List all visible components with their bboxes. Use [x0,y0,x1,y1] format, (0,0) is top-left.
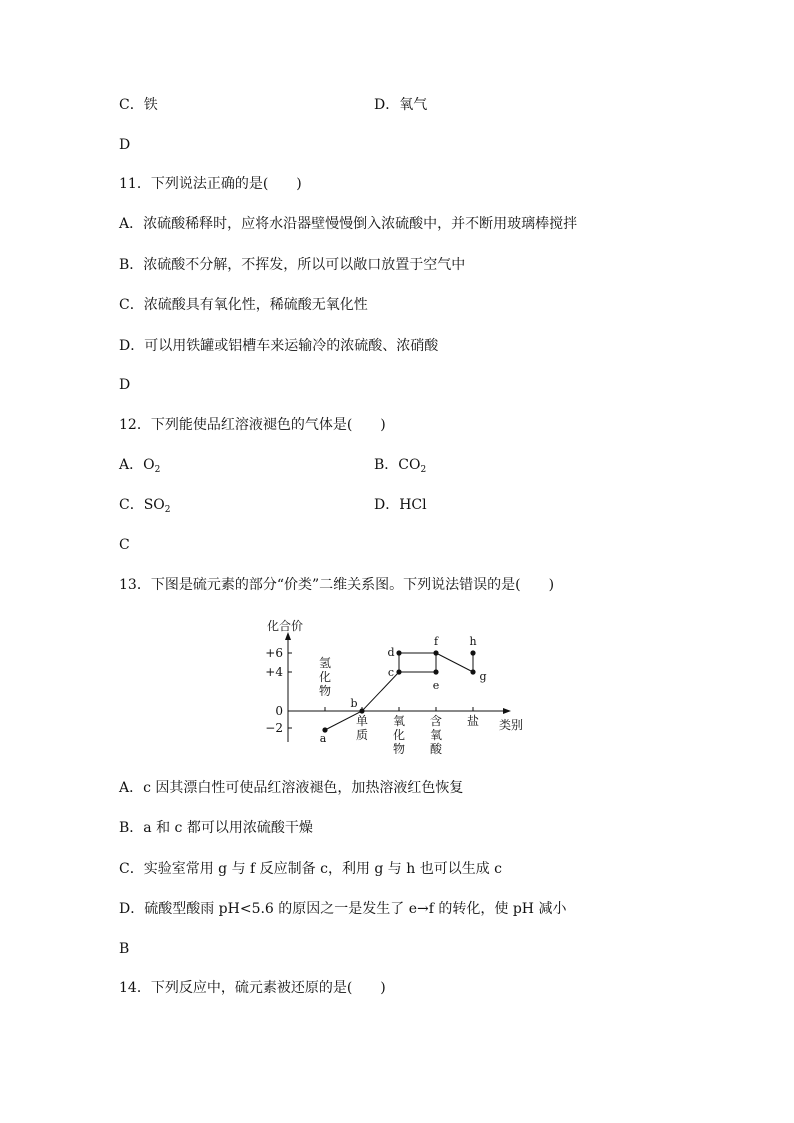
q12-answer: C [119,537,130,553]
q11-option-b: B．浓硫酸不分解，不挥发，所以可以敞口放置于空气中 [119,257,466,273]
point-label-d: d [387,646,395,659]
q13-option-c: C．实验室常用 g 与 f 反应制备 c，利用 g 与 h 也可以生成 c [119,861,503,877]
point-f [433,650,438,655]
category-element-label [356,714,368,742]
category-oxide-label [393,714,405,756]
y-tick-label: +6 [265,646,283,660]
point-label-f: f [433,635,439,648]
q12-option-b: B．$CO_2$ [374,457,427,475]
q11-answer: D [119,377,131,393]
x-axis-arrow [503,708,511,714]
svg-text:化: 化 [392,728,406,742]
point-label-e: e [432,679,440,692]
q11-option-c: C．浓硫酸具有氧化性，稀硫酸无氧化性 [119,297,368,313]
point-label-g: g [479,670,487,683]
svg-text:氧: 氧 [392,714,406,728]
y-tick-label: +4 [265,665,283,679]
point-d [396,650,401,655]
svg-text:含: 含 [429,714,443,728]
q13-option-d: D．硫酸型酸雨 pH<5.6 的原因之一是发生了 e→f 的转化，使 pH 减小 [119,901,567,917]
valence-category-diagram [255,612,545,762]
svg-text:氢: 氢 [318,656,332,670]
point-label-h: h [469,635,477,648]
point-e [433,669,438,674]
point-c [396,669,401,674]
y-axis-title: 化合价 [267,619,304,633]
q13-option-a: A．c 因其漂白性可使品红溶液褪色，加热溶液红色恢复 [119,780,464,796]
q14-stem: 14．下列反应中，硫元素被还原的是( ) [119,980,386,996]
point-label-a: a [319,732,327,745]
svg-text:物: 物 [392,742,406,756]
svg-text:酸: 酸 [429,742,443,756]
q10-answer: D [119,137,131,153]
svg-text:化: 化 [318,670,332,684]
q11-option-a: A．浓硫酸稀释时，应将水沿器壁慢慢倒入浓硫酸中，并不断用玻璃棒搅拌 [119,216,578,232]
point-label-b: b [350,697,358,710]
svg-text:盐: 盐 [466,714,480,728]
svg-text:氧: 氧 [429,728,443,742]
y-tick-label: −2 [265,721,283,735]
category-oxyacid-label [430,714,443,756]
category-salt-label [467,713,479,728]
q12-option-a: A．$O_2$ [119,457,161,475]
point-g [470,669,475,674]
point-h [470,650,475,655]
y-axis-arrow [285,632,291,640]
y-tick-label: 0 [275,704,283,718]
q13-answer: B [119,941,130,957]
x-axis-title: 类别 [499,718,524,732]
q11-option-d: D．可以用铁罐或铝槽车来运输冷的浓硫酸、浓硝酸 [119,338,439,354]
svg-text:质: 质 [355,728,369,742]
q13-option-b: B．a 和 c 都可以用浓硫酸干燥 [119,820,313,836]
box-c-d-f-e [399,653,436,672]
q11-stem: 11．下列说法正确的是( ) [119,176,302,192]
q12-stem: 12．下列能使品红溶液褪色的气体是( ) [119,417,386,433]
q13-stem: 13．下图是硫元素的部分“价类”二维关系图。下列说法错误的是( ) [119,577,555,593]
point-label-c: c [387,666,395,679]
q10-option-c: C．铁 [119,97,158,113]
svg-text:物: 物 [318,684,332,698]
q12-option-c: C．$SO_2$ [119,497,171,515]
category-hydride-label [319,656,331,698]
q10-option-d: D．氧气 [374,97,428,113]
q12-option-d: D．HCl [374,497,427,513]
point-b [359,708,364,713]
svg-text:单: 单 [355,714,369,728]
path-f-g-h [436,653,473,672]
